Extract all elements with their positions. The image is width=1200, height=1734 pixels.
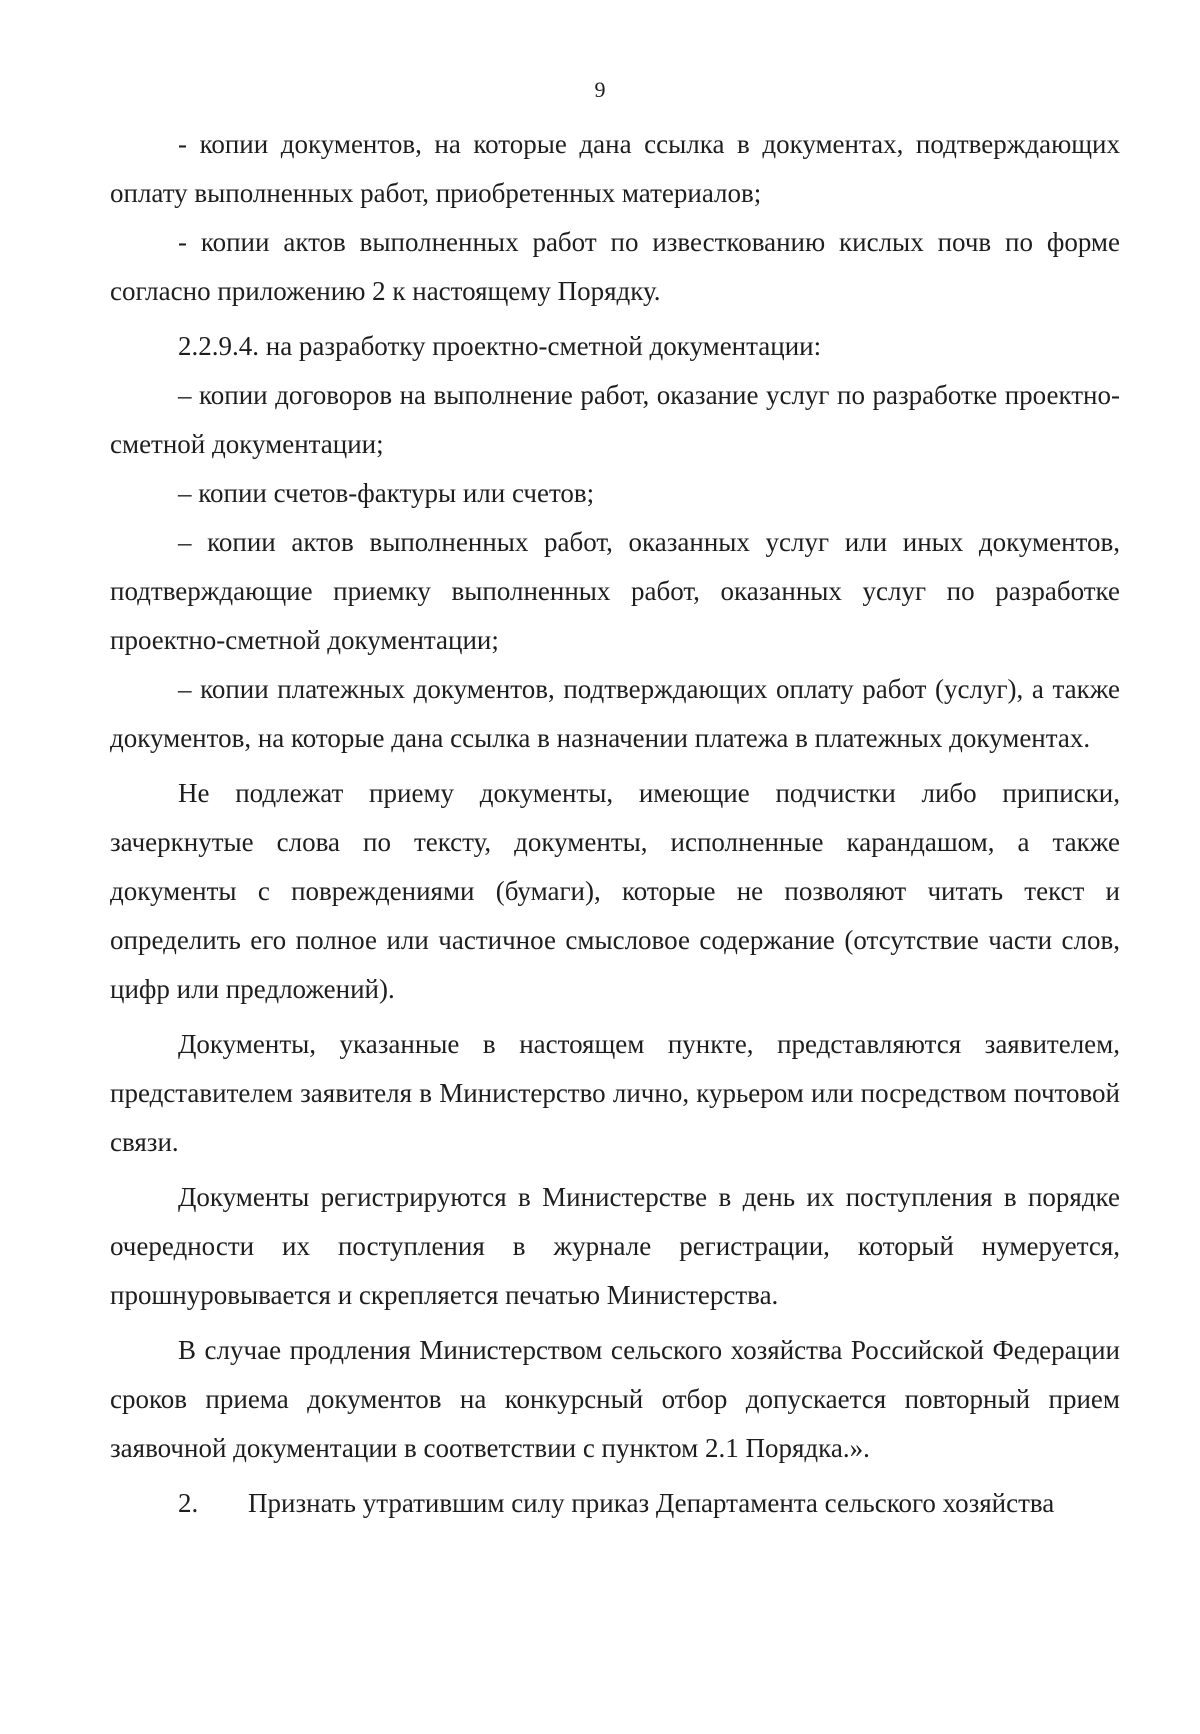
paragraph-copies-acts: – копии актов выполненных работ, оказанных услуг или иных документов, подтверждающие приемку выполненных работ, оказанных услуг по разработке проектно-сметной документации; [110, 527, 1120, 655]
paragraph-registration: Документы регистрируются в Министерстве в день их поступления в порядке очередности их поступления в журнале регистрации, который нумеруется, прошнуровывается и скрепляется печатью Министерства. [110, 1182, 1120, 1310]
page-number: 9 [594, 77, 606, 102]
paragraph-not-accepted-documents: Не подлежат приему документы, имеющие подчистки либо приписки, зачеркнутые слова по тексту, документы, исполненные карандашом, а также документы с повреждениями (бумаги), которые не позволяют читать текст и определить его полное или частичное смысловое содержание (отсутствие части слов, цифр или предложений). [110, 778, 1120, 1004]
paragraph-copies-payment-documents: – копии платежных документов, подтверждающих оплату работ (услуг), а также документов, на которые дана ссылка в назначении платежа в платежных документах. [110, 674, 1120, 753]
paragraph-section-2-2-9-4: 2.2.9.4. на разработку проектно-сметной документации: [178, 331, 822, 361]
item-2-number: 2. [178, 1488, 199, 1518]
paragraph-item-2 [110, 1479, 1120, 1528]
paragraph-deadline-extension: В случае продления Министерством сельского хозяйства Российской Федерации сроков приема документов на конкурсный отбор допускается повторный прием заявочной документации в соответствии с пунктом 2.1 Порядка.». [110, 1335, 1120, 1463]
item-2-text: Признать утратившим силу приказ Департамента сельского хозяйства [248, 1488, 1055, 1518]
paragraph-copies-liming-acts: - копии актов выполненных работ по известкованию кислых почв по форме согласно приложению 2 к настоящему Порядку. [110, 227, 1120, 306]
paragraph-copies-contracts: – копии договоров на выполнение работ, оказание услуг по разработке проектно-сметной документации; [110, 380, 1120, 459]
paragraph-submission-method: Документы, указанные в настоящем пункте, представляются заявителем, представителем заявителя в Министерство лично, курьером или посредством почтовой связи. [110, 1029, 1120, 1157]
paragraph-copies-invoices: – копии счетов-фактуры или счетов; [178, 478, 595, 508]
paragraph-copies-referenced-documents: - копии документов, на которые дана ссылка в документах, подтверждающих оплату выполненных работ, приобретенных материалов; [110, 129, 1120, 208]
document-body [110, 120, 1120, 1528]
